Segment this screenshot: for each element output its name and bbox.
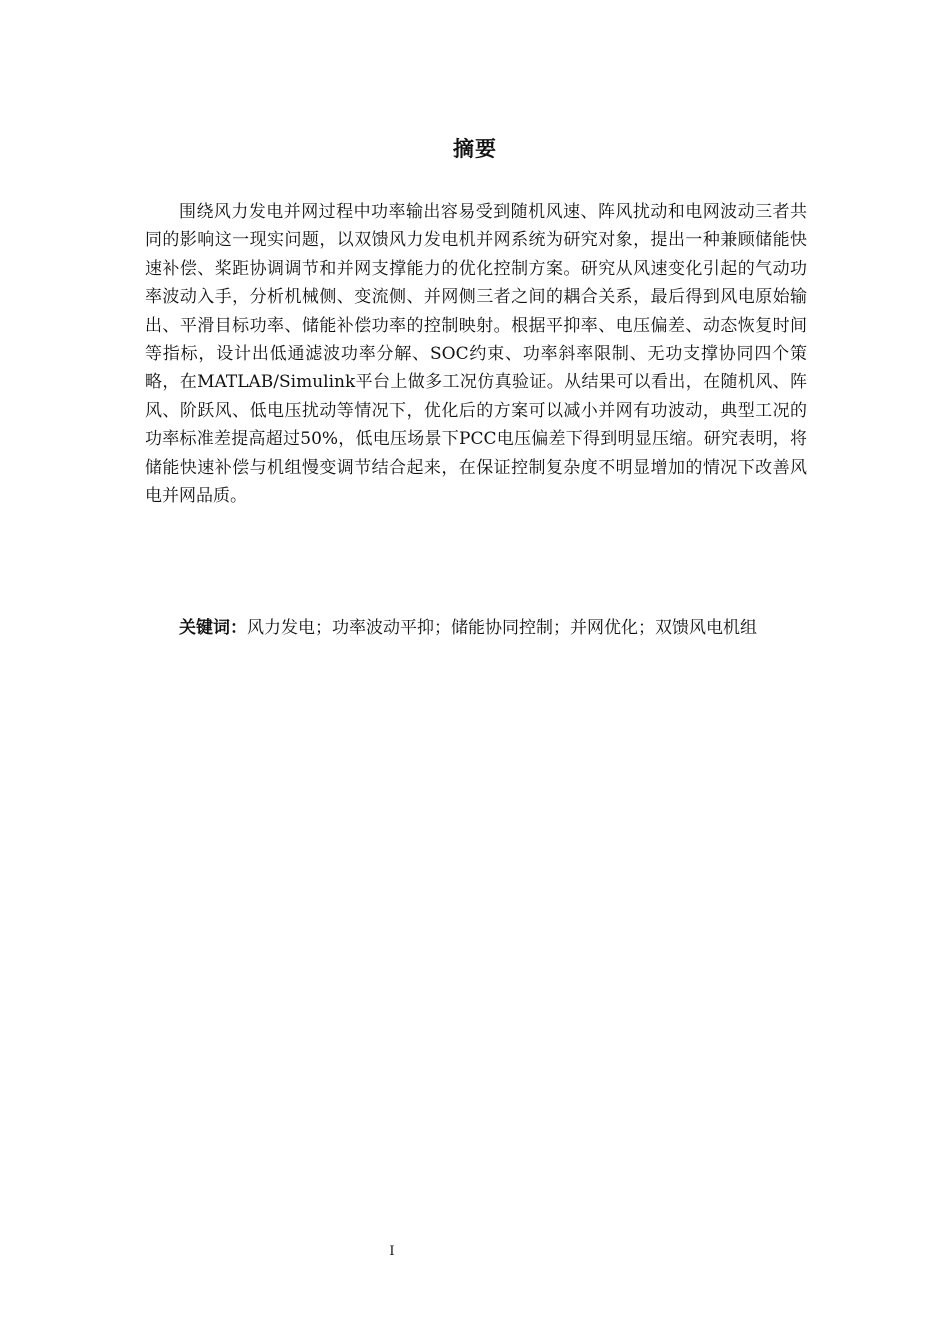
page-number: I	[389, 1244, 395, 1259]
keywords-line	[145, 614, 807, 643]
keywords-value: 风力发电；功率波动平抑；储能协同控制；并网优化；双馈风电机组	[247, 618, 757, 638]
abstract-body: 围绕风力发电并网过程中功率输出容易受到随机风速、阵风扰动和电网波动三者共同的影响这一现实问题，以双馈风力发电机并网系统为研究对象，提出一种兼顾储能快速补偿、桨距协调调节和并网支撑能力的优化控制方案。研究从风速变化引起的气动功率波动入手，分析机械侧、变流侧、并网侧三者之间的耦合关系，最后得到风电原始输出、平滑目标功率、储能补偿功率的控制映射。根据平抑率、电压偏差、动态恢复时间等指标，设计出低通滤波功率分解、SOC约束、功率斜率限制、无功支撑协同四个策略，在MATLAB/Simulink平台上做多工况仿真验证。从结果可以看出，在随机风、阵风、阶跃风、低电压扰动等情况下，优化后的方案可以减小并网有功波动，典型工况的功率标准差提高超过50%，低电压场景下PCC电压偏差下得到明显压缩。研究表明，将储能快速补偿与机组慢变调节结合起来，在保证控制复杂度不明显增加的情况下改善风电并网品质。	[145, 202, 807, 507]
abstract-title: 摘要	[453, 137, 497, 161]
keywords-label: 关键词：	[179, 618, 247, 638]
